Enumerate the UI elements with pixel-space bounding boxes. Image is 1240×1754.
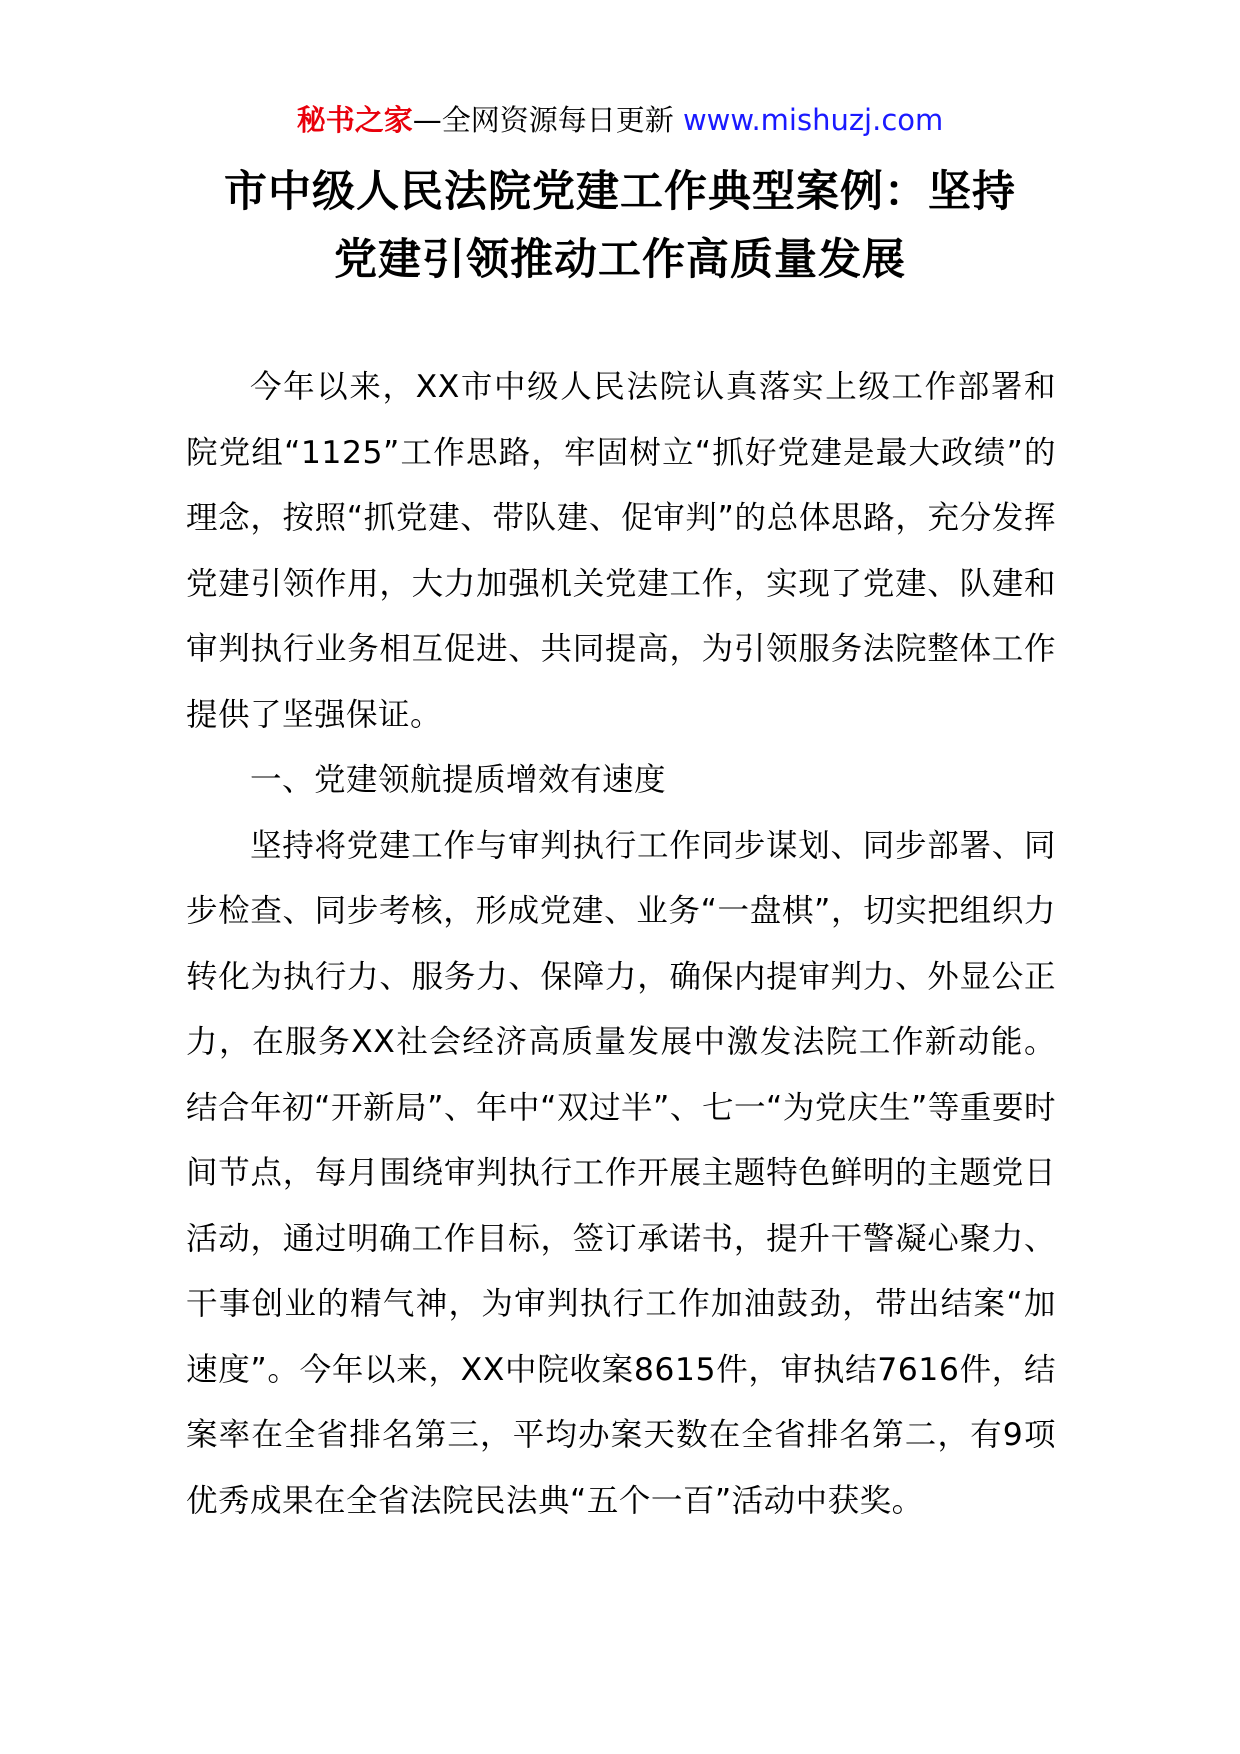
brand-name: 秘书之家 <box>296 103 413 137</box>
section-1-paragraph: 坚持将党建工作与审判执行工作同步谋划、同步部署、同步检查、同步考核，形成党建、业务“一盘棋”，切实把组织力转化为执行力、服务力、保障力，确保内提审判力、外显公正力，在服务XX社会经济高质量发展中激发法院工作新动能。结合年初“开新局”、年中“双过半”、七一“为党庆生”等重要时间节点，每月围绕审判执行工作开展主题特色鲜明的主题党日活动，通过明确工作目标，签订承诺书，提升干警凝心聚力、干事创业的精气神，为审判执行工作加油鼓劲，带出结案“加速度”。今年以来，XX中院收案8615件，审执结7616件，结案率在全省排名第三，平均办案天数在全省排名第二，有9项优秀成果在全省法院民法典“五个一百”活动中获奖。 <box>186 827 1056 1519</box>
document-title <box>180 158 1060 294</box>
header-tagline: —全网资源每日更新 <box>412 103 683 137</box>
title-line-1: 市中级人民法院党建工作典型案例：坚持 <box>224 167 1016 217</box>
site-url-link[interactable]: www.mishuzj.com <box>682 103 944 137</box>
site-header <box>0 100 1240 140</box>
title-line-2: 党建引领推动工作高质量发展 <box>334 235 906 285</box>
document-body <box>186 355 1056 1534</box>
section-heading-1: 一、党建领航提质增效有速度 <box>250 762 667 798</box>
intro-paragraph: 今年以来，XX市中级人民法院认真落实上级工作部署和院党组“1125”工作思路，牢固树立“抓好党建是最大政绩”的理念，按照“抓党建、带队建、促审判”的总体思路，充分发挥党建引领作用，大力加强机关党建工作，实现了党建、队建和审判执行业务相互促进、共同提高，为引领服务法院整体工作提供了坚强保证。 <box>186 369 1056 733</box>
